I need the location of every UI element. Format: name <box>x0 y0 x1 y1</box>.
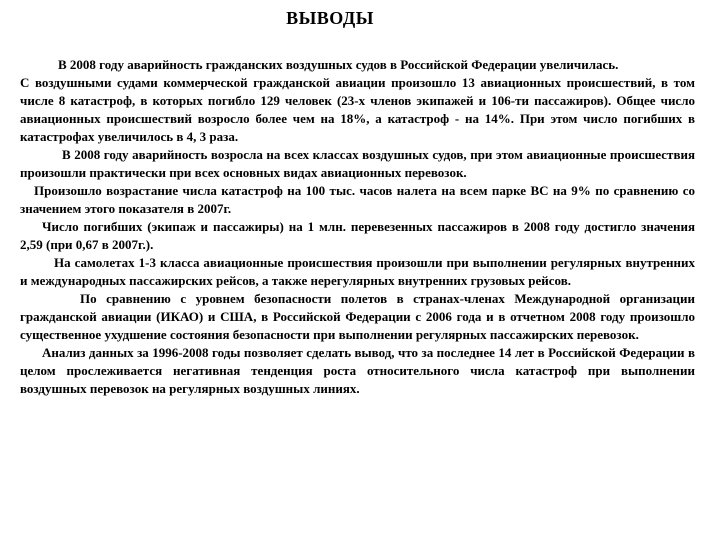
paragraph-7: По сравнению с уровнем безопасности полетов в странах-членах Международной организации гражданской авиации (ИКАО) и США, в Российской Федерации с 2006 года и в отчетном 2008 году произошло существенное ухудшение состояния безопасности при выполнении регулярных пассажирских перевозок. <box>20 291 695 342</box>
slide-title: ВЫВОДЫ <box>286 8 374 28</box>
paragraph-5: Число погибших (экипаж и пассажиры) на 1 млн. перевезенных пассажиров в 2008 году достигло значения 2,59 (при 0,67 в 2007г.). <box>20 219 695 252</box>
paragraph-6: На самолетах 1-3 класса авиационные происшествия произошли при выполнении регулярных внутренних и международных пассажирских рейсов, а также нерегулярных внутренних грузовых рейсов. <box>20 255 695 288</box>
paragraph-4: Произошло возрастание числа катастроф на 100 тыс. часов налета на всем парке ВС на 9% по сравнению со значением этого показателя в 2007г. <box>20 183 695 216</box>
paragraph-2: С воздушными судами коммерческой гражданской авиации произошло 13 авиационных происшествий, в том числе 8 катастроф, в которых погибло 129 человек (23-х членов экипажей и 106-ти пассажиров). Общее число авиационных происшествий возросло более чем на 18%, а катастроф - на 14%. При этом число погибших в катастрофах увеличилось в 4, 3 раза. <box>20 75 695 144</box>
paragraph-8: Анализ данных за 1996-2008 годы позволяет сделать вывод, что за последнее 14 лет в Российской Федерации в целом прослеживается негативная тенденция роста относительного числа катастроф при выполнении воздушных перевозок на регулярных воздушных линиях. <box>20 345 695 396</box>
paragraph-3: В 2008 году аварийность возросла на всех классах воздушных судов, при этом авиационные происшествия произошли практически при всех основных видах авиационных перевозок. <box>20 147 695 180</box>
conclusions-text <box>20 56 695 398</box>
paragraph-1: В 2008 году аварийность гражданских воздушных судов в Российской Федерации увеличилась. <box>58 57 619 72</box>
